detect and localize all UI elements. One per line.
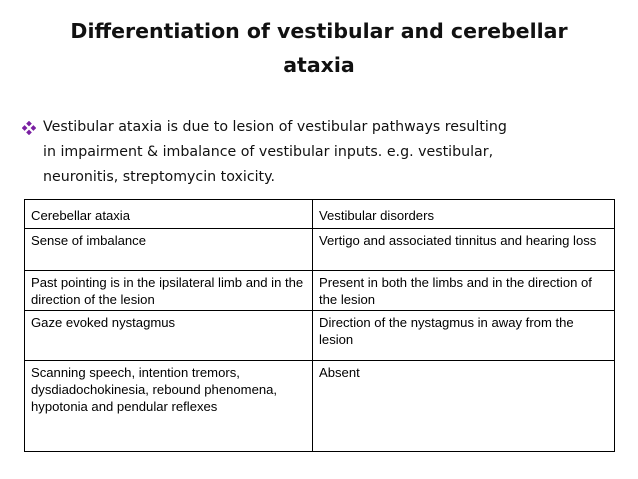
slide-title — [40, 14, 598, 82]
table-row — [25, 361, 615, 452]
diamond-bullet-icon — [22, 121, 36, 135]
comparison-table — [24, 199, 615, 452]
bullet-line-1: Vestibular ataxia is due to lesion of vestibular pathways resulting — [43, 119, 507, 135]
table-cell-cerebellar: Scanning speech, intention tremors, dysdiadochokinesia, rebound phenomena, hypotonia and pendular reflexes — [25, 361, 313, 452]
bullet-line-3: neuronitis, streptomycin toxicity. — [43, 169, 276, 185]
slide-title-line-2: ataxia — [283, 53, 355, 77]
table-cell-vestibular: Vertigo and associated tinnitus and hearing loss — [313, 229, 615, 271]
table-cell-cerebellar: Past pointing is in the ipsilateral limb and in the direction of the lesion — [25, 271, 313, 311]
table-cell-vestibular: Absent — [313, 361, 615, 452]
bullet-item — [22, 115, 622, 190]
table-cell-vestibular: Present in both the limbs and in the direction of the lesion — [313, 271, 615, 311]
bullet-paragraph — [22, 115, 622, 190]
table-row — [25, 229, 615, 271]
table-row — [25, 311, 615, 361]
table-row — [25, 271, 615, 311]
header-vestibular-disorders: Vestibular disorders — [313, 200, 615, 229]
slide-title-line-1: Differentiation of vestibular and cerebellar — [70, 19, 568, 43]
table-cell-cerebellar: Sense of imbalance — [25, 229, 313, 271]
bullet-line-2: in impairment & imbalance of vestibular inputs. e.g. vestibular, — [43, 144, 494, 160]
table-cell-cerebellar: Gaze evoked nystagmus — [25, 311, 313, 361]
table-cell-vestibular: Direction of the nystagmus in away from the lesion — [313, 311, 615, 361]
table-header-row — [25, 200, 615, 229]
header-cerebellar-ataxia: Cerebellar ataxia — [25, 200, 313, 229]
